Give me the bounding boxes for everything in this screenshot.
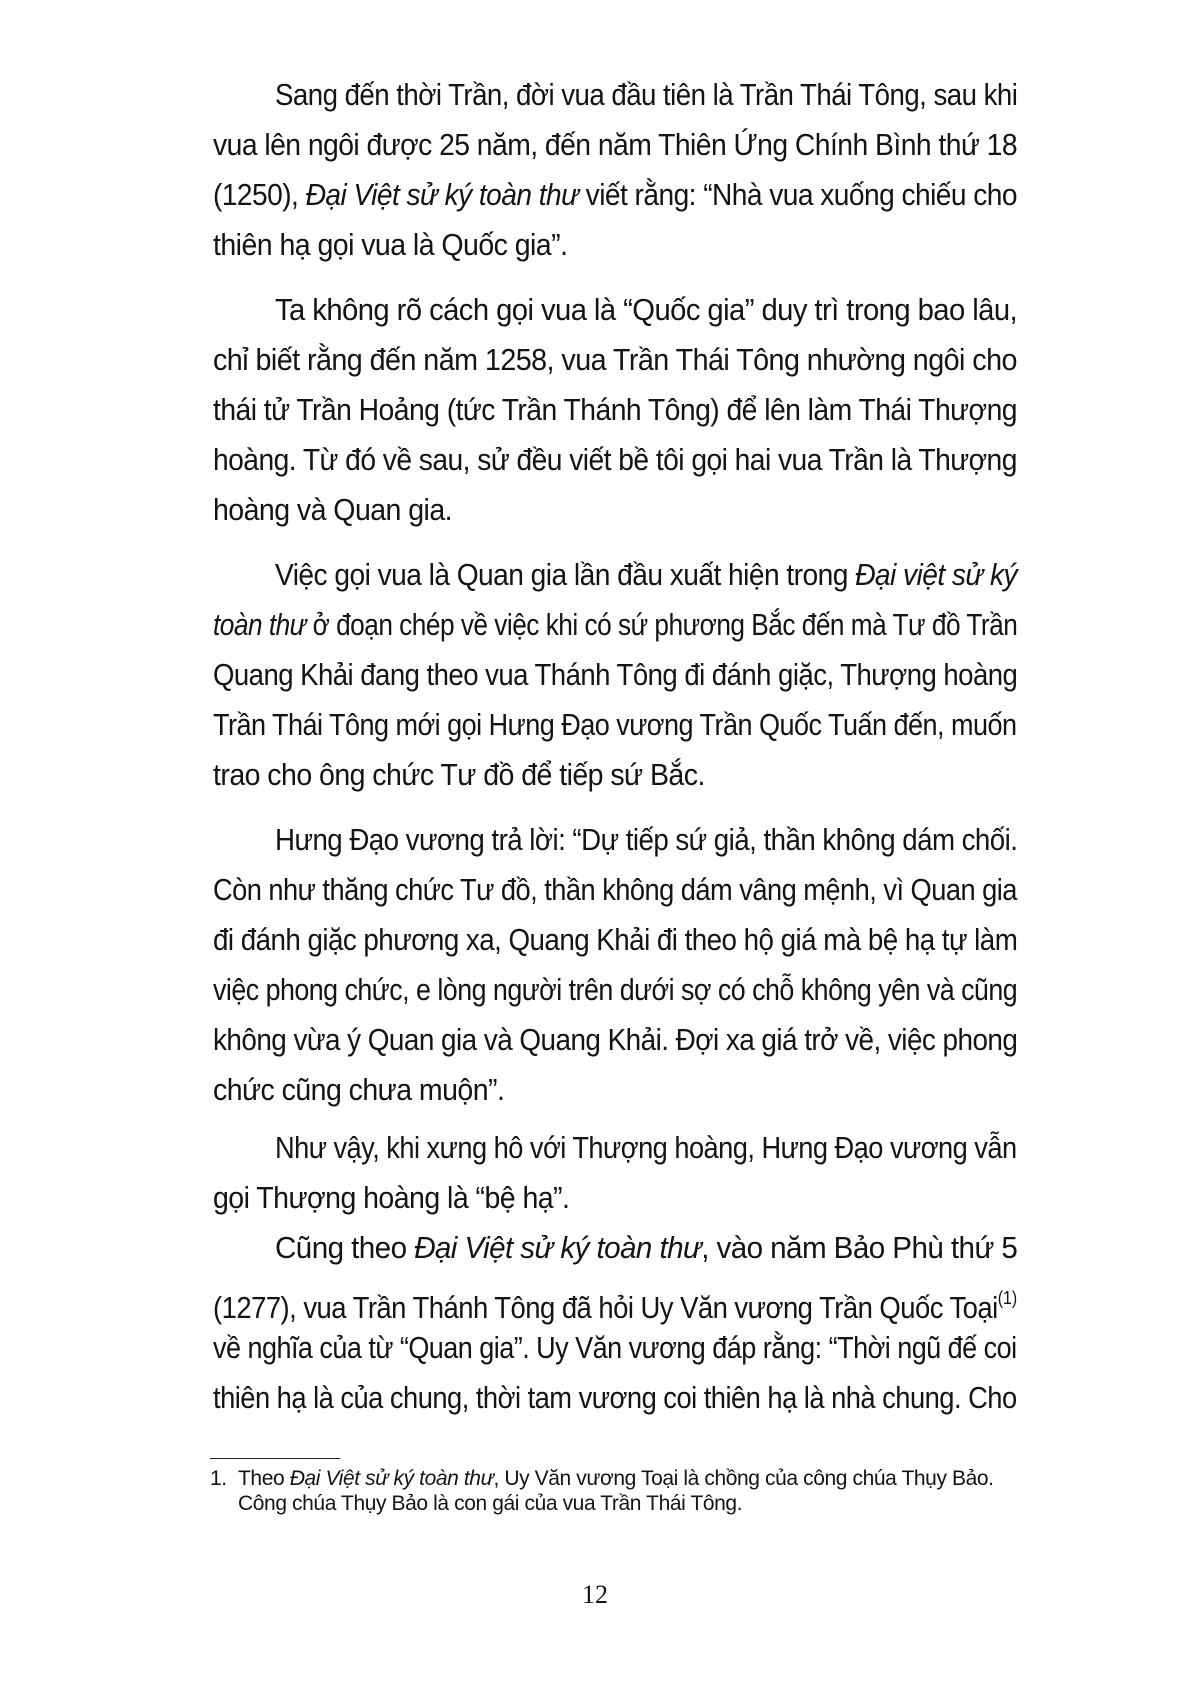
text-line [213,865,1017,915]
text-line [213,435,1017,485]
text-line [275,815,1017,865]
text-run: (1250), [213,177,306,212]
text-run: Còn như thăng chức Tư đồ, thần không dám vâng mệnh, vì Quan gia [213,872,1017,907]
text-run: không vừa ý Quan gia và Quang Khải. Đợi xa giá trở về, việc phong [213,1022,1018,1057]
text-run: về nghĩa của từ “Quan gia”. Uy Văn vương đáp rằng: “Thời ngũ đế coi [213,1330,1017,1365]
italic-title: Đại Việt sử ký toàn thư [289,1467,494,1490]
text-line [213,1015,1017,1065]
text-run: thái tử Trần Hoảng (tức Trần Thánh Tông) để lên làm Thái Thượng [213,392,1017,427]
text-line [213,170,1017,220]
text-run: đi đánh giặc phương xa, Quang Khải đi theo hộ giá mà bệ hạ tự làm [213,922,1018,957]
text-run: Công chúa Thụy Bảo là con gái của vua Trần Thái Tông. [238,1492,743,1515]
text-line [213,750,1017,800]
italic-title: Đại Việt sử ký toàn thư [305,177,579,212]
text-run: Như vậy, khi xưng hô với Thượng hoàng, Hưng Đạo vương vẫn [275,1130,1017,1165]
text-line [275,1223,1017,1273]
text-run: hoàng. Từ đó về sau, sử đều viết bề tôi gọi hai vua Trần là Thượng [213,442,1017,477]
italic-title: Đại việt sử ký [855,557,1018,592]
text-run: Theo [238,1467,290,1490]
text-line [213,1065,1017,1115]
text-line [213,650,1017,700]
text-run: trao cho ông chức Tư đồ để tiếp sứ Bắc. [213,757,705,792]
text-line [213,120,1017,170]
text-run: (1277), vua Trần Thánh Tông đã hỏi Uy Văn vương Trần Quốc Toại [213,1290,998,1325]
text-run: việc phong chức, e lòng người trên dưới sợ có chỗ không yên và cũng [213,972,1018,1007]
text-run: thiên hạ là của chung, thời tam vương coi thiên hạ là nhà chung. Cho [213,1380,1017,1415]
text-run: Sang đến thời Trần, đời vua đầu tiên là Trần Thái Tông, sau khi [275,77,1018,112]
text-line [275,70,1017,120]
footnote-line [210,1466,1020,1491]
text-run: , Uy Văn vương Toại là chồng của công chúa Thụy Bảo. [493,1467,994,1490]
text-line [213,1323,1017,1373]
text-run: Hưng Đạo vương trả lời: “Dự tiếp sứ giả, thần không dám chối. [275,822,1018,857]
page-number: 12 [582,1580,608,1609]
text-run: Ta không rõ cách gọi vua là “Quốc gia” duy trì trong bao lâu, [275,292,1018,327]
text-line [213,1373,1017,1423]
text-run: gọi Thượng hoàng là “bệ hạ”. [213,1180,570,1215]
text-line [213,915,1017,965]
footnote-number: 1. [210,1467,227,1490]
text-line [213,965,1017,1015]
footnote-line [210,1491,1020,1516]
text-line [275,550,1017,600]
text-run: hoàng và Quan gia. [213,492,453,527]
text-line [213,335,1017,385]
text-line [213,485,1017,535]
text-line [275,1123,1017,1173]
text-run: thiên hạ gọi vua là Quốc gia”. [213,227,568,262]
text-line [213,220,1017,270]
text-line [213,1173,1017,1223]
text-line [213,700,1017,750]
text-line [213,600,1017,650]
text-line [213,1273,1017,1323]
footnote-separator [210,1458,340,1459]
text-run: , vào năm Bảo Phù thứ 5 [701,1230,1018,1265]
italic-title: toàn thư [213,607,306,642]
text-run: chức cũng chưa muộn”. [213,1072,505,1107]
text-run: vua lên ngôi được 25 năm, đến năm Thiên Ứng Chính Bình thứ 18 [213,127,1018,162]
text-line [213,385,1017,435]
text-run: Trần Thái Tông mới gọi Hưng Đạo vương Trần Quốc Tuấn đến, muốn [213,707,1017,742]
footnote-reference: (1) [997,1288,1018,1308]
text-run: Quang Khải đang theo vua Thánh Tông đi đánh giặc, Thượng hoàng [213,657,1018,692]
text-run: Việc gọi vua là Quan gia lần đầu xuất hiện trong [275,557,856,592]
italic-title: Đại Việt sử ký toàn thư [414,1230,702,1265]
text-run: Cũng theo [275,1230,415,1265]
text-run: ở đoạn chép về việc khi có sứ phương Bắc đến mà Tư đồ Trần [305,607,1018,642]
text-line [275,285,1017,335]
text-run: chỉ biết rằng đến năm 1258, vua Trần Thái Tông nhường ngôi cho [213,342,1017,377]
text-run: viết rằng: “Nhà vua xuống chiếu cho [578,177,1017,212]
